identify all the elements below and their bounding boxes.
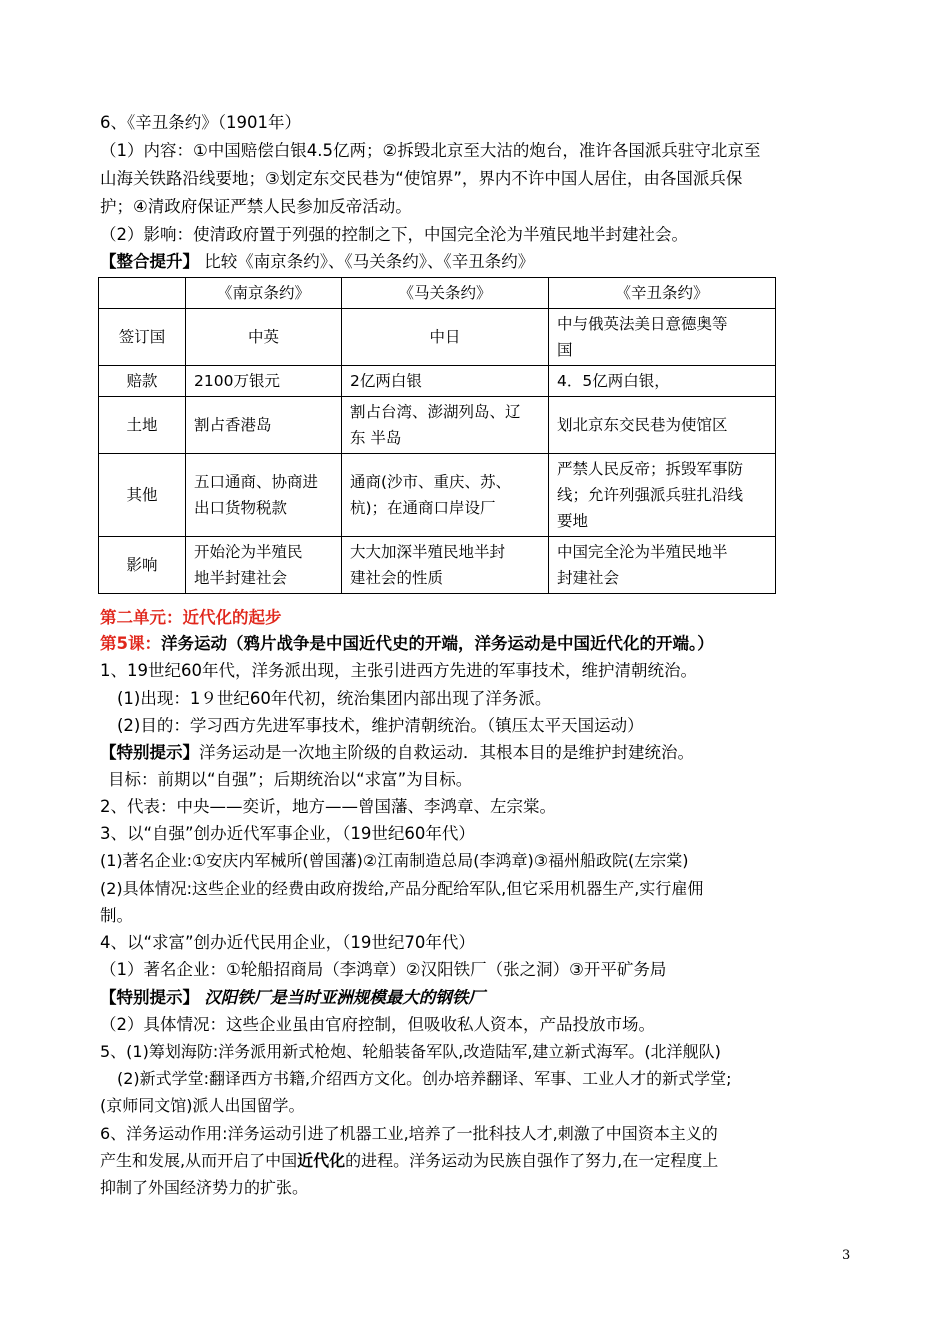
row-label: 赔款	[99, 366, 186, 397]
table-header-cell	[99, 278, 186, 309]
content-line: (京师同文馆)派人出国留学。	[100, 1096, 305, 1115]
page-number: 3	[842, 1248, 851, 1263]
content-line: （1）著名企业：①轮船招商局（李鸿章）②汉阳铁厂（张之洞）③开平矿务局	[100, 960, 667, 979]
row-label: 土地	[99, 397, 186, 454]
table-header-cell: 《辛丑条约》	[549, 278, 776, 309]
cell-line: 通商(沙市、重庆、苏、	[350, 473, 512, 491]
table-cell	[342, 397, 549, 454]
lesson-title	[100, 631, 714, 657]
content-line: 2、代表：中央——奕䜣，地方——曾国藩、李鸿章、左宗棠。	[100, 797, 556, 816]
unit-title: 第二单元：近代化的起步	[100, 608, 282, 627]
cell-line: 线；允许列强派兵驻扎沿线	[557, 486, 744, 504]
cell-line: 中国完全沦为半殖民地半	[557, 543, 728, 561]
tip-tag: 【特别提示】	[100, 743, 199, 762]
cell-line: 割占台湾、澎湖列岛、辽	[350, 403, 521, 421]
content-line: 护；④清政府保证严禁人民参加反帝活动。	[100, 197, 412, 216]
cell-line: 要地	[557, 512, 589, 530]
cell-line: 杭)；在通商口岸设厂	[350, 499, 496, 517]
text-run: 的进程。洋务运动为民族自强作了努力,在一定程度上	[345, 1151, 719, 1170]
table-cell: 划北京东交民巷为使馆区	[549, 397, 776, 454]
table-row	[99, 397, 776, 454]
table-cell	[342, 454, 549, 537]
content-line: 山海关铁路沿线要地；③划定东交民巷为“使馆界”，界内不许中国人居住，由各国派兵保	[100, 169, 743, 188]
table-row	[99, 309, 776, 366]
table-row	[99, 537, 776, 594]
compare-text: 比较《南京条约》、《马关条约》、《辛丑条约》	[204, 252, 535, 271]
content-line: (1)著名企业:①安庆内军械所(曾国藩)②江南制造总局(李鸿章)③福州船政院(左宗棠)	[100, 851, 689, 870]
content-line: 6、洋务运动作用:洋务运动引进了机器工业,培养了一批科技人才,刺激了中国资本主义的	[100, 1124, 718, 1143]
table-cell: 4．5亿两白银，	[549, 366, 776, 397]
lesson-rest: 洋务运动（鸦片战争是中国近代史的开端，洋务运动是中国近代化的开端。）	[160, 634, 714, 653]
cell-line: 国	[557, 341, 573, 359]
tip-text: 汉阳铁厂是当时亚洲规模最大的钢铁厂	[204, 988, 485, 1007]
cell-line: 东 半岛	[350, 429, 402, 447]
cell-line: 五口通商、协商进	[194, 473, 319, 491]
content-line: （1）内容：①中国赔偿白银4.5亿两；②拆毁北京至大沽的炮台，准许各国派兵驻守北京至	[100, 141, 761, 160]
cell-line: 封建社会	[557, 569, 620, 587]
table-cell: 2亿两白银	[342, 366, 549, 397]
section-6-title: 6、《辛丑条约》（1901年）	[100, 113, 301, 132]
cell-line: 地半封建社会	[194, 569, 288, 587]
cell-line: 大大加深半殖民地半封	[350, 543, 506, 561]
table-row	[99, 366, 776, 397]
table-cell	[342, 537, 549, 594]
cell-line: 出口货物税款	[194, 499, 288, 517]
tip-tag: 【特别提示】	[100, 988, 199, 1007]
content-line: （2）具体情况：这些企业虽由官府控制，但吸收私人资本，产品投放市场。	[100, 1015, 655, 1034]
row-label: 影响	[99, 537, 186, 594]
tip-line	[100, 740, 694, 766]
content-line: 5、(1)筹划海防:洋务派用新式枪炮、轮船装备军队,改造陆军,建立新式海军。(北洋舰队)	[100, 1042, 721, 1061]
cell-line: 严禁人民反帝；拆毁军事防	[557, 460, 744, 478]
content-line: 4、以“求富”创办近代民用企业，（19世纪70年代）	[100, 933, 475, 952]
cell-line: 开始沦为半殖民	[194, 543, 303, 561]
cell-line: 中与俄英法美日意德奥等	[557, 315, 728, 333]
content-line: 3、以“自强”创办近代军事企业，（19世纪60年代）	[100, 824, 475, 843]
row-label: 签订国	[99, 309, 186, 366]
table-cell	[186, 454, 342, 537]
content-line: (2)具体情况:这些企业的经费由政府拨给,产品分配给军队,但它采用机器生产,实行雇佣	[100, 879, 704, 898]
content-line: (1)出现：1９世纪60年代初，统治集团内部出现了洋务派。	[117, 689, 552, 708]
text-run: 产生和发展,从而开启了中国	[100, 1151, 298, 1170]
treaty-comparison-table	[98, 277, 776, 594]
table-cell: 中英	[186, 309, 342, 366]
table-cell	[549, 454, 776, 537]
row-label: 其他	[99, 454, 186, 537]
table-cell	[186, 537, 342, 594]
content-line: 制。	[100, 906, 133, 925]
table-cell: 中日	[342, 309, 549, 366]
table-header-cell: 《马关条约》	[342, 278, 549, 309]
compare-tag: 【整合提升】	[100, 252, 199, 271]
lesson-prefix: 第5课：	[100, 634, 161, 653]
table-cell	[549, 537, 776, 594]
content-line: (2)目的：学习西方先进军事技术，维护清朝统治。（镇压太平天国运动）	[117, 716, 644, 735]
cell-line: 建社会的性质	[350, 569, 444, 587]
tip-line	[100, 985, 485, 1011]
emphasis: 近代化	[297, 1151, 346, 1170]
content-line: 1、19世纪60年代，洋务派出现，主张引进西方先进的军事技术，维护清朝统治。	[100, 661, 697, 680]
table-cell: 割占香港岛	[186, 397, 342, 454]
content-line: 抑制了外国经济势力的扩张。	[100, 1178, 309, 1197]
table-cell: 2100万银元	[186, 366, 342, 397]
content-line	[100, 1148, 718, 1174]
content-line: 目标：前期以“自强”；后期统治以“求富”为目标。	[108, 770, 473, 789]
compare-heading	[100, 249, 534, 275]
effect-line: （2）影响：使清政府置于列强的控制之下，中国完全沦为半殖民地半封建社会。	[100, 225, 688, 244]
table-row	[99, 454, 776, 537]
table-header-row	[99, 278, 776, 309]
content-line: (2)新式学堂:翻译西方书籍,介绍西方文化。创办培养翻译、军事、工业人才的新式学堂;	[117, 1069, 732, 1088]
table-cell	[549, 309, 776, 366]
tip-text: 洋务运动是一次地主阶级的自救运动．其根本目的是维护封建统治。	[199, 743, 694, 762]
table-header-cell: 《南京条约》	[186, 278, 342, 309]
